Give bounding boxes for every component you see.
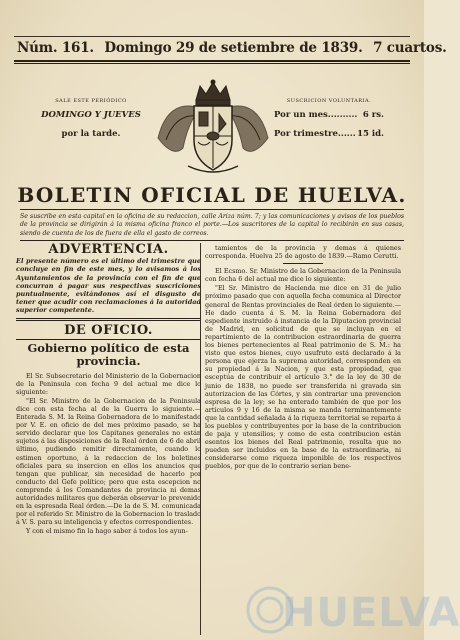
schedule-caption: SALE ESTE PERIÓDICO	[55, 98, 127, 104]
section-heading: DE OFICIO.	[64, 322, 153, 338]
notice-rule	[20, 240, 404, 241]
publication-schedule	[26, 98, 156, 139]
left-column	[16, 244, 201, 536]
subscription-info	[274, 98, 384, 139]
masthead-title: BOLETIN OFICIAL DE HUELVA.	[17, 183, 407, 207]
coat-of-arms-icon	[148, 78, 278, 178]
right-column	[205, 244, 401, 472]
subscription-row: Por trimestre...... 15 id.	[274, 129, 384, 139]
schedule-time: por la tarde.	[61, 129, 121, 139]
subscription-notice: Se suscribe en esta capital en la oficina de su redaccion, calle Ariza núm. 7; y las comunicaciones y avisos de los pueblos de la provincia se dirigirán á la misma oficina franco el porte.—Los suscritores de la capital lo recibirán en sus casas, siendo de cuenta de los de fuera de ella el gasto de correos.	[20, 213, 404, 237]
column-divider	[200, 243, 201, 635]
paragraph: Y con el mismo fin la hago saber á todos los ayun-	[26, 527, 188, 536]
paragraph: "El Sr. Ministro de Hacienda me dice en 31 de julio próximo pasado que con aquella fecha comunica al Director general de Rentas provinciales de Real órden lo siguiente.—He dado cuenta á S. M. la Reina Gobernadora del espediente instruido á instancia de la Diputacion provincial de Madrid, en solicitud de que se incluyan en el repartimiento de la contribucion estraordinaria de guerra los bienes pertenecientes al Real patrimonio de S. M.: ha visto que estos bienes, cuyo usufruto está declarado á la persona que ejerza la suprema autoridad, corresponden en su propiedad á la Nacion, y que esta propiedad, que esceptúa de contribuir el artículo 3.° de la ley de 30 de junio de 1838, no puede ser transferida ni gravada sin autorizacion de las Córtes, y sin contrariar una prevencion espresa de la ley; se ha enterado también de que por los artículos 9 y 16 de la misma se manda terminantemente que la cantidad señalada á la riqueza territorial se reparta á los pueblos y contribuyentes por la base de la contribucion de paja y utensilios; y como de esta contribucion están esentos los bienes del Real patrimonio, resulta que no pueden ser incluidos en la base de la estraordinaria, ni considerarse como riqueza imponible de los respectivos pueblos, por que de lo contrario serian bene-	[205, 284, 401, 471]
paragraph: "El Sr. Ministro de la Gobernacion de la Peninsula dice con esta fecha al de la Guerra lo siguiente.—Enterada S. M. la Reina Gobernadora de lo manifestado por V. E. en oficio de del mes próximo pasado, se ha servido declarar que los Capitanes generales no están sujetos á las disposiciones de la Real órden de 6 de abril último, pudiendo remitir directamente, cuando lo estimen oportuno, á la redaccion de los boletines oficiales para su insercion en ellos los anuncios que tengan que publicar, sin necesidad de hacerlo por conducto del Gefe político; pero que esta escepcion no comprende á los Comandantes de provincia ni demas autoridades militares que deberán observar lo prevenido en la espresada Real órden.—De la de S. M. comunicada por el referido Sr. Ministro de la Gobernacion lo traslado á V. S. para su inteligencia y efectos correspondientes.	[16, 396, 201, 527]
paragraph: El Sr. Subsecretario del Ministerio de la Gobernacion de la Peninsula con fecha 9 del actual me dice lo siguiente:	[16, 371, 201, 396]
paragraph: El Ecsmo. Sr. Ministro de la Gobernacion de la Peninsula con fecha 6 del actual me dice lo siguiente:	[205, 267, 401, 284]
gov-heading: Gobierno político de esta provincia.	[27, 340, 190, 368]
watermark-text: HUELVA	[282, 590, 460, 636]
advert-text: El presente número es el último del trimestre que concluye en fin de este mes, y lo avisamos á los Ayuntamientos de la provincia con el fin de que concurran á pagar sus respectivas suscriciones puntualmente, evitándonos así el disgusto de tener que acudir con reclamaciones á la autoridad superior competente.	[16, 257, 201, 315]
masthead-rule	[20, 209, 404, 210]
paragraph: tamientos de la provincia y demas á quienes corresponda. Huelva 25 de agosto de 1839.—Ramo Cerutti.	[205, 244, 401, 261]
advert-heading: ADVERTENCIA.	[48, 242, 169, 257]
issue-date: Domingo 29 de setiembre de 1839.	[104, 40, 363, 56]
double-rule-thin	[14, 63, 410, 64]
short-rule	[283, 263, 323, 264]
issue-price: 7 cuartos.	[373, 40, 447, 56]
top-rule	[14, 36, 410, 37]
schedule-days: DOMINGO Y JUEVES	[41, 110, 141, 120]
section-rule	[16, 339, 201, 340]
double-rule	[14, 60, 410, 62]
subscription-caption: SUSCRICION VOLUNTARIA.	[286, 98, 372, 104]
issue-number: Núm. 161.	[17, 40, 94, 56]
issue-line	[14, 40, 447, 56]
subscription-row: Por un mes.......... 6 rs.	[274, 110, 384, 120]
section-rule	[16, 318, 201, 321]
